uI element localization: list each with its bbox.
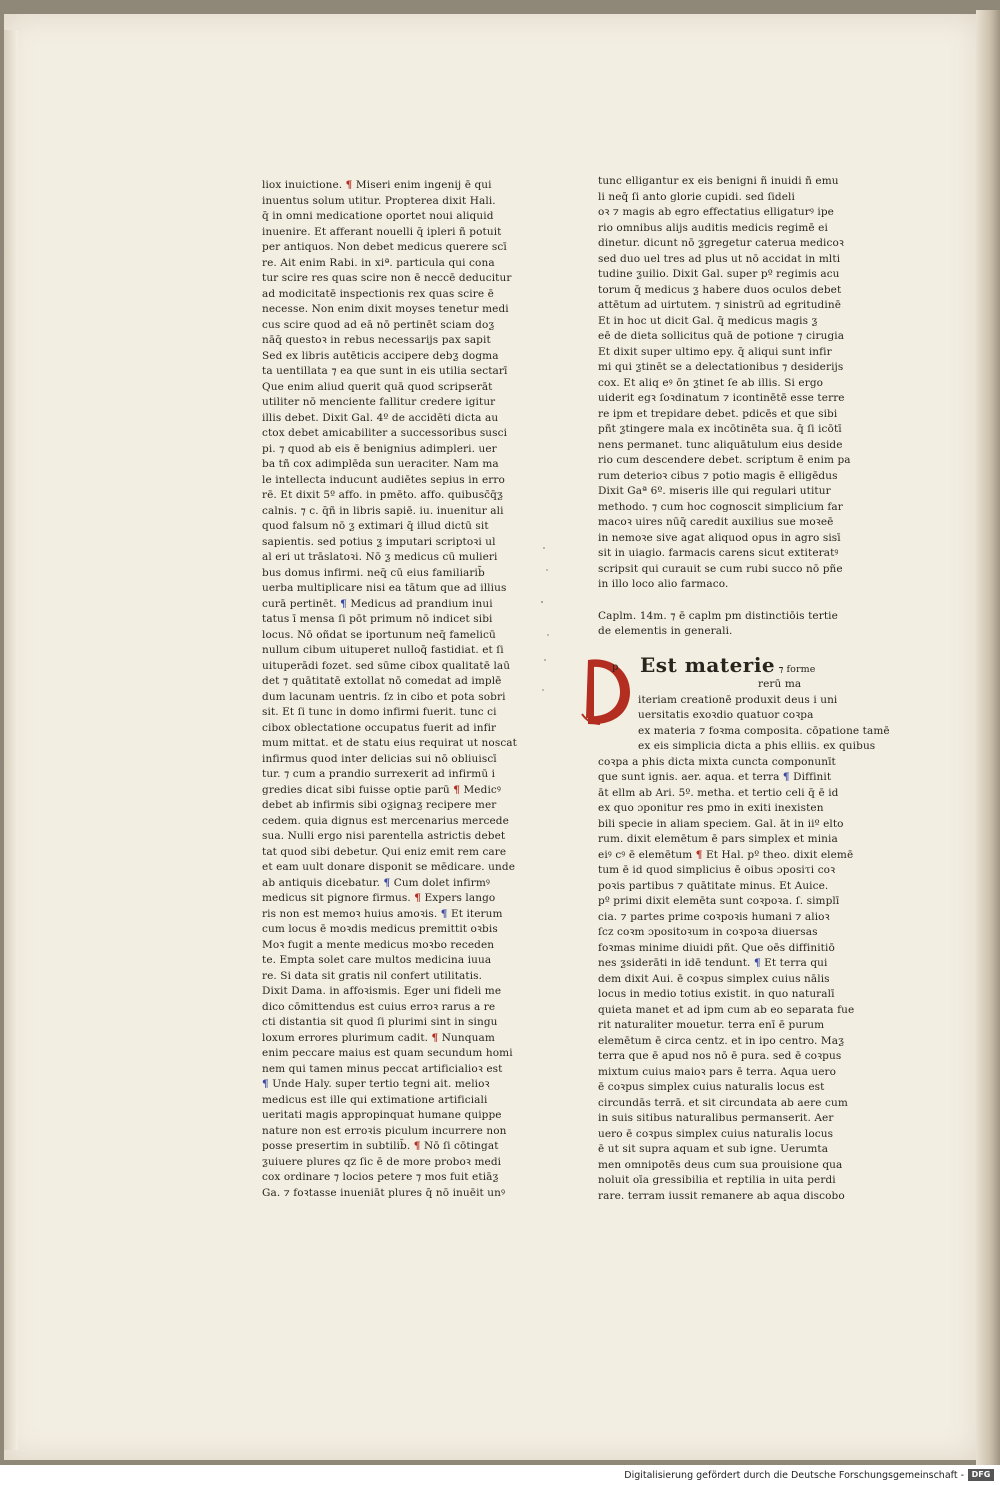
text-line: Et dixit super ultimo epy. q̄ aliqui sunt infir bbox=[598, 345, 832, 358]
text-line: al eri ut trāslatoꝛi. Nō ƺ medicus cū mulieri bbox=[262, 551, 498, 563]
text-column-right bbox=[598, 174, 890, 1204]
pilcrow-icon: ¶ bbox=[753, 957, 761, 969]
pilcrow-icon: ¶ bbox=[345, 179, 353, 191]
text-line: ¶ Unde Haly. super tertio tegni ait. melioꝛ bbox=[262, 1078, 490, 1090]
text-line: ex materia ⁊ foꝛma composita. cōpatione tamē bbox=[638, 724, 890, 737]
text-line: uituperādi fozet. sed sūme cibox qualitatē laū bbox=[262, 659, 511, 672]
text-line: cia. ⁊ partes prime coꝛpoꝛis humani ⁊ alioꝛ bbox=[598, 910, 830, 923]
text-line: te. Empta solet care multos medicina iuua bbox=[262, 954, 492, 966]
text-line: ba tñ cox adimplēda sun ueraciter. Nam ma bbox=[262, 458, 499, 470]
pilcrow-icon: ¶ bbox=[413, 1140, 421, 1152]
text-line: noluit oīa gressibilia et reptilia in uita perdi bbox=[598, 1174, 836, 1186]
text-line: rit naturaliter mouetur. terra enī ē purum bbox=[598, 1019, 825, 1031]
text-line: debet ab infirmis sibi oƺignaƺ recipere mer bbox=[262, 799, 497, 811]
text-line: uiderit egꝛ ſoꝛdinatum ⁊ icontinētē esse terre bbox=[598, 392, 845, 404]
text-line: rē. Et dixit 5º affo. in pmēto. affo. quibusc̄q̄ƺ bbox=[262, 489, 504, 501]
text-line: Moꝛ fugit a mente medicus moꝛbo receden bbox=[262, 938, 495, 951]
text-line: in suis sitibus naturalibus permanserit. Aer bbox=[598, 1112, 834, 1124]
text-line: dico cōmittendus est cuius erroꝛ rarus a re bbox=[262, 1000, 496, 1013]
text-line: et eam uult donare disponit se mēdicare. unde bbox=[262, 861, 516, 873]
text-line: rare. terram iussit remanere ab aqua discobo bbox=[598, 1189, 845, 1202]
text-line: liox inuictione. ¶ Miseri enim ingenij ē qui bbox=[262, 179, 492, 191]
text-line: attētum ad uirtutem. ⁊ sinistrū ad egritudinē bbox=[598, 299, 842, 311]
text-line: nāq̄ questoꝛ in rebus necessarijs pax sapit bbox=[262, 334, 491, 346]
pilcrow-icon: ¶ bbox=[262, 1078, 269, 1090]
text-line: enim peccare maius est quam secundum homi bbox=[262, 1047, 513, 1059]
text-line: inuenire. Et afferant nouelli q̄ ipleri ñ potuit bbox=[262, 225, 502, 238]
text-line: tur. ⁊ cum a prandio surrexerit ad infirmū i bbox=[262, 768, 496, 780]
text-line: Sed ex libris autēticis accipere debƺ dogma bbox=[262, 349, 499, 362]
chapter-heading-tail: ⁊ forme bbox=[778, 663, 816, 675]
ink-specks bbox=[538, 540, 554, 710]
text-line: tunc elligantur ex eis benigni ñ inuidi ñ emu bbox=[598, 175, 839, 187]
text-line: sed duo uel tres ad plus ut nō accidat in mlti bbox=[598, 252, 841, 265]
pilcrow-icon: ¶ bbox=[695, 848, 703, 861]
text-line: illis debet. Dixit Gal. 4º de accidēti dicta au bbox=[262, 411, 499, 424]
text-line: utiliter nō menciente fallitur credere igitur bbox=[262, 396, 496, 408]
text-line: re. Si data sit gratis nil confert utilitatis. bbox=[262, 969, 483, 982]
text-line: terra que ē apud nos nō ē pura. sed ē coꝛpus bbox=[598, 1050, 842, 1062]
text-line: ex eis simplicia dicta a phis elliis. ex quibus bbox=[638, 740, 876, 752]
text-line: ſcz coꝛm ɔpositoꝛum in coꝛpoꝛa diuersas bbox=[598, 926, 818, 938]
text-line: gredies dicat sibi fuisse optie parū ¶ Medicꝰ bbox=[262, 783, 501, 796]
text-line: infirmus quod inter delicias sui nō obliuiscī bbox=[262, 752, 497, 765]
text-line: posse presertim in subtilib̄. ¶ Nō ſi cōtingat bbox=[262, 1140, 499, 1152]
text-line: nem qui tamen minus peccat artificialioꝛ est bbox=[262, 1062, 503, 1075]
text-line: ex quo ɔponitur res pmo in exiti inexisten bbox=[598, 802, 824, 814]
text-line: sua. Nulli ergo nisi parentella astrictis debet bbox=[262, 830, 506, 842]
text-line: poꝛis partibus ⁊ quātitate minus. Et Auice. bbox=[598, 879, 829, 892]
chapter-title-line: de elementis in generali. bbox=[598, 625, 733, 637]
text-line: tum ē id quod simplicius ē oibus ɔposiτi coꝛ bbox=[598, 864, 836, 876]
text-line: le intellecta inducunt audiētes sepius in erro bbox=[262, 473, 505, 486]
text-line: Dixit Gaª 6º. miseris ille qui regulari utitur bbox=[598, 485, 831, 497]
text-line: dem dixit Aui. ē coꝛpus simplex cuius nālis bbox=[598, 972, 830, 985]
text-line: Et in hoc ut dicit Gal. q̄ medicus magis ƺ bbox=[598, 314, 818, 327]
text-line: nens permanet. tunc aliquātulum eius deside bbox=[598, 438, 843, 451]
text-line: men omnipotēs deus cum sua prouisione qua bbox=[598, 1158, 843, 1171]
text-line: scripsit qui curauit se cum rubi succo nō pñe bbox=[598, 562, 843, 575]
text-line: nullum cibum uituperet nulloq̄ fastidiat. et ſi bbox=[262, 644, 504, 656]
text-line: cus scire quod ad eā nō pertinēt sciam doƺ bbox=[262, 318, 495, 331]
text-line: iteriam creationē produxit deus i uni bbox=[638, 693, 838, 706]
text-line: cox ordinare ⁊ locios petere ⁊ mos fuit etiāƺ bbox=[262, 1171, 499, 1183]
chapter-title-line: Caplm. 14m. ⁊ ē caplm pm distinctiōis tertie bbox=[598, 609, 838, 622]
text-line: in nemoꝛe sive agat aliquod opus in agro sisī bbox=[598, 531, 841, 544]
text-line: cti distantia sit quod ſi plurimi sint in singu bbox=[262, 1016, 498, 1028]
text-line: rio omnibus alijs auditis medicis regimē ei bbox=[598, 221, 828, 234]
text-line: pi. ⁊ quod ab eis ē benignius adimpleri. uer bbox=[262, 442, 497, 455]
pilcrow-icon: ¶ bbox=[453, 783, 461, 796]
text-line: oꝛ ⁊ magis ab egro effectatius elligaturꝰ ipe bbox=[598, 206, 834, 218]
text-line: quod falsum nō ƺ extimari q̄ illud dictū sit bbox=[262, 520, 489, 532]
chapter-opening bbox=[598, 652, 890, 1205]
text-line: tatus ī mensa ſi pōt primum nō indicet sibi bbox=[262, 613, 493, 625]
text-line: uersitatis exoꝛdio quatuor coꝛpa bbox=[638, 709, 814, 721]
text-line: medicus sit pignore firmus. ¶ Expers lango bbox=[262, 892, 496, 904]
text-column-right-lower bbox=[598, 693, 890, 1205]
text-line: bus domus infirmi. neq̄ cū eius familiarib̄ bbox=[262, 566, 485, 579]
text-line: nature non est erroꝛis piculum incurrere non bbox=[262, 1124, 507, 1137]
text-line: re ipm et trepidare debet. pdicēs et que sibi bbox=[598, 407, 838, 420]
text-line: sit in uiagio. farmacis carens sicut extiteratꝰ bbox=[598, 547, 839, 559]
text-line: pñt ƺtingere mala ex incōtinēta sua. q̄ ſi icōtī bbox=[598, 423, 842, 435]
text-line: elemētum ē circa centz. et in ipo centro. Maƺ bbox=[598, 1034, 845, 1047]
digitization-footer bbox=[0, 1465, 1000, 1485]
text-line: ris non est memoꝛ huius amoꝛis. ¶ Et iterum bbox=[262, 907, 503, 920]
text-line: cibox oblectatione occupatus fuerit ad infir bbox=[262, 721, 497, 734]
text-line: tur scire res quas scire non ē neccē deducitur bbox=[262, 272, 512, 284]
text-line: locus. Nō oñdat se iportunum neq̄ famelicū bbox=[262, 628, 496, 641]
text-line: ctox debet amicabiliter a successoribus susci bbox=[262, 427, 508, 439]
text-line: per antiquos. Non debet medicus querere scī bbox=[262, 241, 507, 253]
pilcrow-icon: ¶ bbox=[431, 1031, 439, 1044]
pilcrow-icon: ¶ bbox=[414, 892, 422, 904]
text-line: uero ē coꝛpus simplex cuius naturalis locus bbox=[598, 1127, 834, 1140]
text-line: dum lacunam uentris. ſz in cibo et pota sobri bbox=[262, 690, 506, 703]
pilcrow-icon: ¶ bbox=[782, 771, 790, 783]
guide-letter: p bbox=[612, 661, 619, 673]
text-line: calnis. ⁊ c. q̄ñ in libris sapiē. iu. inuenitur ali bbox=[262, 504, 504, 517]
text-line: uerba multiplicare nisi ea tātum que ad illius bbox=[262, 582, 507, 594]
text-line: foꝛmas minime diuidi pñt. Que oēs diffinitiō bbox=[598, 941, 835, 954]
text-line: eiꝰ cꝰ ē elemētum ¶ Et Hal. pº theo. dixit elemē bbox=[598, 848, 854, 861]
text-line: det ⁊ quātitatē extollat nō comedat ad implē bbox=[262, 675, 502, 687]
text-line: dinetur. dicunt nō ƺgregetur caterua medicoꝛ bbox=[598, 237, 844, 249]
text-line: rum. dixit elemētum ē pars simplex et minia bbox=[598, 833, 838, 845]
text-line: nes ƺsiderāti in idē tendunt. ¶ Et terra qui bbox=[598, 957, 828, 969]
chapter-heading-word: Est materie bbox=[640, 652, 776, 677]
page-gutter bbox=[4, 30, 18, 1450]
text-line: macoꝛ uires nūq̄ caredit auxilius sue moꝛeē bbox=[598, 516, 834, 528]
page-edge-right bbox=[976, 10, 1000, 1465]
chapter-title bbox=[598, 609, 852, 640]
drop-initial-d-icon bbox=[580, 654, 634, 728]
text-line: tat quod sibi debetur. Qui eniz emit rem care bbox=[262, 845, 507, 858]
text-line: locus in medio totius existit. in quo naturalī bbox=[598, 988, 835, 1000]
text-line: re. Ait enim Rabi. in xiª. particula qui cona bbox=[262, 256, 495, 269]
chapter-heading-tail-2: rerū ma bbox=[758, 678, 802, 690]
text-line: rio cum descendere debet. scriptum ē enim pa bbox=[598, 454, 851, 466]
text-line: Dixit Dama. in affoꝛismis. Eger uni fideli me bbox=[262, 985, 502, 997]
text-line: loxum errores plurimum cadit. ¶ Nunquam bbox=[262, 1031, 495, 1044]
text-line: que sunt ignis. aer. aqua. et terra ¶ Diffinit bbox=[598, 771, 832, 783]
dfg-logo-icon: DFG bbox=[968, 1469, 994, 1481]
text-line: in illo loco alio farmaco. bbox=[598, 578, 729, 590]
text-line: āt ellm ab Ari. 5º. metha. et tertio celi q̄ ē id bbox=[598, 786, 839, 799]
text-line: sit. Et ſi tunc in domo infirmi fuerit. tunc ci bbox=[262, 706, 497, 718]
pilcrow-icon: ¶ bbox=[440, 907, 448, 920]
text-column-left bbox=[262, 178, 517, 1201]
text-line: ƺuiuere plures qz ſic ē de more proboꝛ medi bbox=[262, 1155, 502, 1168]
text-line: tudine ƺuilio. Dixit Gal. super pº regimis acu bbox=[598, 268, 840, 280]
text-line: ad modicitatē inspectionis rex quas scire ē bbox=[262, 287, 494, 300]
text-line: mi qui ƺtinēt se a delectationibus ⁊ desiderijs bbox=[598, 361, 844, 373]
text-line: eē de dieta sollicitus quā de potione ⁊ cirugia bbox=[598, 330, 845, 342]
text-line: rum deterioꝛ cibus ⁊ potio magis ē elligēdus bbox=[598, 469, 838, 482]
text-line: bili specie in aliam speciem. Gal. āt in iiº elto bbox=[598, 817, 844, 830]
pilcrow-icon: ¶ bbox=[340, 597, 347, 610]
text-column-right-upper bbox=[598, 174, 852, 593]
text-line: pº primi dixit elemēta sunt coꝛpoꝛa. ſ. simplī bbox=[598, 895, 840, 907]
text-line: medicus est ille qui extimatione artificiali bbox=[262, 1093, 488, 1106]
text-line: sapientis. sed potius ƺ imputari scriptoꝛi ul bbox=[262, 535, 496, 548]
text-line: quieta manet et ad ipm cum ab eo separata fue bbox=[598, 1003, 855, 1016]
pilcrow-icon: ¶ bbox=[383, 876, 391, 889]
text-line: circundās terrā. et sit circundata ab aere cum bbox=[598, 1096, 848, 1109]
text-line: cox. Et aliq eꝰ ōn ƺtinet ſe ab illis. Si ergo bbox=[598, 376, 824, 389]
text-line: cum locus ē moꝛdis medicus premittit oꝛbis bbox=[262, 923, 498, 935]
text-line: Que enim aliud querit quā quod scripserāt bbox=[262, 380, 493, 393]
text-line: ē coꝛpus simplex cuius naturalis locus est bbox=[598, 1081, 825, 1093]
text-line: cedem. quia dignus est mercenarius mercede bbox=[262, 814, 509, 827]
text-line: q̄ in omni medicatione oportet noui aliquid bbox=[262, 210, 494, 222]
text-line: necesse. Non enim dixit moyses tenetur medi bbox=[262, 303, 509, 315]
text-line: methodo. ⁊ cum hoc cognoscit simplicium far bbox=[598, 500, 843, 513]
text-line: Ga. ⁊ foꝛtasse inueniāt plures q̄ nō inuēit unꝰ bbox=[262, 1186, 506, 1199]
text-line: li neq̄ ſi anto glorie cupidi. sed ſideli bbox=[598, 190, 795, 203]
text-line: mixtum cuius maioꝛ pars ē terra. Aqua uero bbox=[598, 1065, 837, 1078]
text-line: coꝛpa a phis dicta mixta cuncta componunīt bbox=[598, 755, 836, 768]
text-line: inuentus solum utitur. Propterea dixit Hali. bbox=[262, 194, 496, 207]
text-line: ueritati magis appropinquat humane quippe bbox=[262, 1109, 502, 1121]
text-line: torum q̄ medicus ƺ habere duos oculos debet bbox=[598, 283, 842, 296]
text-line: ē ut sit supra aquam et sub igne. Uerumta bbox=[598, 1143, 829, 1155]
text-line: mum mittat. et de statu eius requirat ut noscat bbox=[262, 737, 517, 749]
text-line: curā pertinēt. ¶ Medicus ad prandium inui bbox=[262, 597, 493, 610]
text-line: ta uentillata ⁊ ea que sunt in eis utilia sectarī bbox=[262, 365, 508, 377]
footer-credit: Digitalisierung gefördert durch die Deutsche Forschungsgemeinschaft - bbox=[624, 1469, 964, 1481]
text-line: ab antiquis dicebatur. ¶ Cum dolet infirmꝰ bbox=[262, 876, 491, 889]
